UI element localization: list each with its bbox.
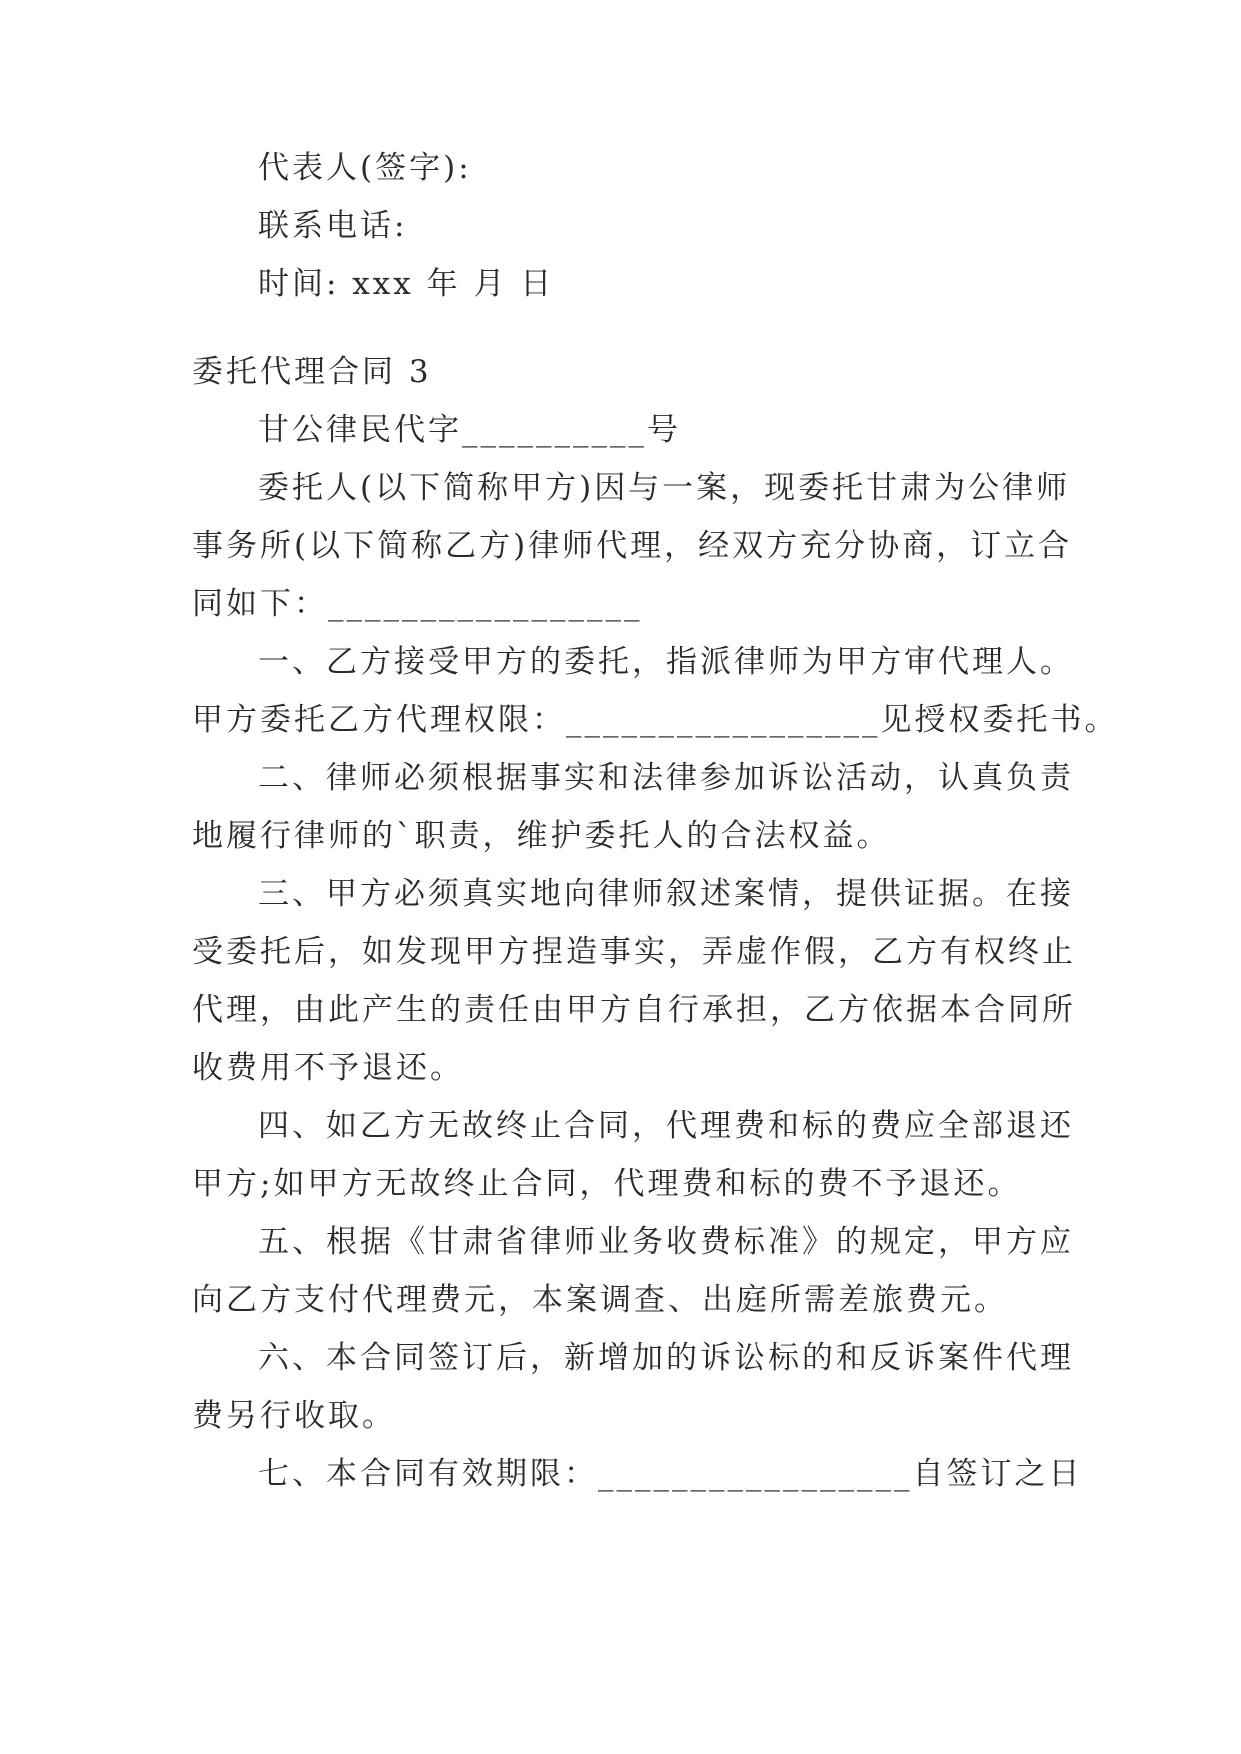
case-number: 甘公律民代字__________号 [258, 412, 681, 448]
clause-4-line: 甲方;如甲方无故终止合同，代理费和标的费不予退还。 [192, 1166, 1022, 1202]
clause-2-line: 二、律师必须根据事实和法律参加诉讼活动，认真负责 [258, 760, 1074, 796]
clause-6-line: 费另行收取。 [192, 1398, 396, 1434]
clause-3-line: 三、甲方必须真实地向律师叙述案情，提供证据。在接 [258, 876, 1074, 912]
clause-6-line: 六、本合同签订后，新增加的诉讼标的和反诉案件代理 [258, 1340, 1074, 1376]
date-label: 时间: xxx 年 月 日 [258, 266, 555, 302]
clause-5-line: 向乙方支付代理费元，本案调查、出庭所需差旅费元。 [192, 1282, 1008, 1318]
clause-2-line: 地履行律师的`职责，维护委托人的合法权益。 [192, 818, 891, 854]
clause-3-line: 收费用不予退还。 [192, 1050, 464, 1086]
section-title: 委托代理合同 3 [192, 354, 432, 390]
clause-5-line: 五、根据《甘肃省律师业务收费标准》的规定，甲方应 [258, 1224, 1074, 1260]
clause-4-line: 四、如乙方无故终止合同，代理费和标的费应全部退还 [258, 1108, 1074, 1144]
intro-line: 事务所(以下简称乙方)律师代理，经双方充分协商，订立合 [192, 528, 1073, 564]
intro-line: 委托人(以下简称甲方)因与一案，现委托甘肃为公律师 [258, 470, 1071, 506]
intro-line: 同如下：_________________ [192, 586, 643, 622]
clause-7-line: 七、本合同有效期限：_________________自签订之日 [258, 1456, 1083, 1492]
clause-3-line: 受委托后，如发现甲方捏造事实，弄虚作假，乙方有权终止 [192, 934, 1076, 970]
representative-signature-label: 代表人(签字): [258, 150, 472, 186]
clause-3-line: 代理，由此产生的责任由甲方自行承担，乙方依据本合同所 [192, 992, 1076, 1028]
clause-1-line: 甲方委托乙方代理权限：_________________见授权委托书。 [192, 702, 1119, 738]
clause-1-line: 一、乙方接受甲方的委托，指派律师为甲方审代理人。 [258, 644, 1074, 680]
phone-label: 联系电话: [258, 208, 408, 244]
